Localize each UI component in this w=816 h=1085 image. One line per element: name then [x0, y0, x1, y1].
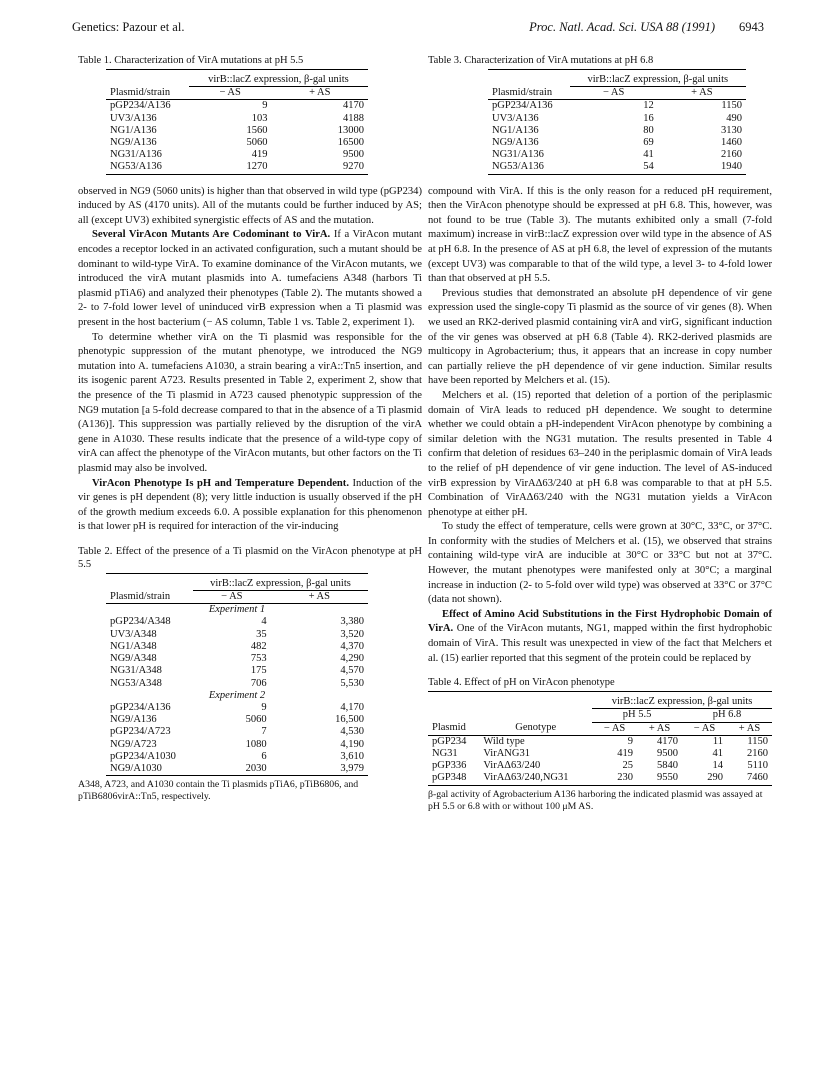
- table-row: pGP234/A136 9 4,170: [110, 701, 364, 713]
- table4-group-header: virB::lacZ expression, β-gal units: [611, 696, 753, 708]
- table-row: NG9/A136 5060 16500: [110, 137, 364, 149]
- body-paragraph: compound with VirA. If this is the only reason for a reduced pH requirement, then the VirAcon phenotype should be expressed at pH 6.8. This, however, was not found to be true (Table 3). The mutants exhibited only a small (7-fold maximum) increase in virB::lacZ expression over wild type in the absence of AS at pH 6.8. In the presence of AS at pH 6.8, the level of expression of the mutants (except UV3) was comparable to that of the wild type, a level 3- to 4-fold lower than that observed at pH 5.5.: [428, 185, 772, 285]
- table-row: pGP234/A723 7 4,530: [110, 726, 364, 738]
- right-column: [428, 54, 772, 813]
- section-heading: Several VirAcon Mutants Are Codominant to VirA.: [92, 229, 331, 241]
- table2-footnote: A348, A723, and A1030 contain the Ti plasmids pTiA6, pTiB6806, and pTiB6806virA::Tn5, respectively.: [78, 779, 359, 803]
- body-paragraph: observed in NG9 (5060 units) is higher than that observed in wild type (pGP234) induced by AS (4170 units). All of the mutants could be further induced by AS; all (except UV3) exhibited synergistic effects of AS and the mutation.: [78, 185, 422, 226]
- body-paragraph: To determine whether virA on the Ti plasmid was responsible for the phenotypic suppression of the mutant phenotype, we introduced the NG9 mutation into A. tumefaciens A1030, a strain bearing a virA::Tn5 insertion, and its isogenic parent A723. Results presented in Table 2, experiment 2, show that the presence of the Ti plasmid in A723 caused phenotypic suppression of the NG9 mutation [a 5-fold decrease compared to that in the absence of a Ti plasmid (A136)]. This suppression was partially relieved by the disruption of the virA gene in A1030. These results indicate that the presence of a wild-type copy of virA can affect the phenotype of the VirAcon mutants, but other factors on the Ti plasmid may also be involved.: [78, 331, 422, 474]
- body-paragraph: Induction of the vir genes is pH dependent (8); very little induction is usually observed if the pH of the growth medium exceeds 6.0. A possible explanation for this phenomenon is that lower pH is required for interaction of the vir-inducing: [78, 477, 422, 533]
- table1-col-plasmid: Plasmid/strain: [110, 86, 171, 98]
- table-row: UV3/A136 16 490: [492, 112, 742, 124]
- table2: [106, 573, 368, 776]
- table-row: NG31/A136 419 9500: [110, 149, 364, 161]
- table1-col-minus: − AS: [189, 87, 272, 100]
- table-row: pGP348 VirAΔ63/240,NG31 230 9550 290 7460: [428, 772, 772, 785]
- table-row: NG31 VirANG31 419 9500 41 2160: [432, 748, 768, 760]
- table4-col-minus: − AS: [682, 722, 727, 735]
- table-row: NG1/A348 482 4,370: [110, 640, 364, 652]
- body-paragraph: One of the VirAcon mutants, NG1, mapped within the first hydrophobic domain of VirA. This result was unexpected in view of the fact that Melchers et al. (15) earlier reported that this segment of the protein could be replaced by: [428, 623, 772, 664]
- table4-caption: Table 4. Effect of pH on VirAcon phenotype: [428, 677, 615, 689]
- table3-col-plus: + AS: [658, 87, 746, 100]
- table4: [428, 691, 772, 785]
- table-row: pGP234/A136 12 1150: [492, 100, 742, 112]
- running-head: Genetics: Pazour et al.: [72, 20, 185, 34]
- body-paragraph: To study the effect of temperature, cells were grown at 30°C, 33°C, or 37°C. In conformity with the studies of Melchers et al. (15), we observed that strains containing wild-type virA are inducible at 30°C or 33°C but not at 37°C. However, the mutant phenotypes were manifested only at 30°C; a marginal increase in induction (2- to 5-fold over wild type) was observed at 33°C or 37°C (data not shown).: [428, 521, 772, 606]
- table-row: NG9/A1030 2030 3,979: [106, 763, 368, 776]
- table2-col-plus: + AS: [271, 591, 368, 604]
- section-heading: Effect of Amino Acid Substitutions in the First Hydrophobic Domain of VirA.: [428, 608, 772, 635]
- table4-footnote: β-gal activity of Agrobacterium A136 harboring the indicated plasmid was assayed at pH 5.5 or 6.8 with or without 100 μM AS.: [428, 788, 763, 812]
- experiment1-label: Experiment 1: [208, 604, 266, 616]
- table-row: NG9/A723 1080 4,190: [110, 738, 364, 750]
- table2-caption: Table 2. Effect of the presence of a Ti plasmid on the VirAcon phenotype at pH 5.5: [78, 545, 422, 570]
- section-heading: VirAcon Phenotype Is pH and Temperature Dependent.: [92, 477, 349, 489]
- body-paragraph: If a VirAcon mutant encodes a receptor locked in an activated configuration, such a mutant should be dominant to wild-type VirA. To examine dominance of the VirAcon mutants, we introduced the virA mutant plasmids into A. tumefaciens A348 (harbors Ti plasmid pTiA6) and analyzed their phenotypes (Table 2). The mutants showed a 2- to 7-fold lower level of uninduced virB expression when a Ti plasmid was present in the host bacterium (− AS column, Table 1 vs. Table 2, experiment 1).: [78, 229, 422, 328]
- table-row: NG9/A136 69 1460: [492, 137, 742, 149]
- table-row: pGP234 Wild type 9 4170 11 1150: [432, 735, 768, 747]
- left-column: [78, 54, 422, 803]
- table-row: NG9/A348 753 4,290: [110, 653, 364, 665]
- table4-ph68: pH 6.8: [682, 709, 772, 722]
- table-row: NG53/A348 706 5,530: [110, 677, 364, 689]
- table3: [488, 69, 746, 175]
- table2-group-header: virB::lacZ expression, β-gal units: [210, 577, 351, 589]
- table-row: UV3/A348 35 3,520: [110, 628, 364, 640]
- journal-citation: [529, 20, 764, 35]
- table-row: NG31/A348 175 4,570: [110, 665, 364, 677]
- journal-name: Proc. Natl. Acad. Sci. USA 88 (1991): [529, 20, 715, 34]
- body-paragraph: Melchers et al. (15) reported that deletion of a portion of the periplasmic domain of VirA leads to reduced pH dependence. We sought to determine whether we could obtain a pH-independent VirAcon phenotype by combining a similar deletion with the NG31 mutation. The results presented in Table 4 confirm that deletion of residues 63–240 in the periplasmic domain of VirA leads to the relief of pH dependence of vir gene induction. The level of AS-induced virB expression by VirAΔ63/240 at pH 6.8 was comparable to that at pH 5.5. Combination of VirAΔ63/240 with the NG31 mutation yields a VirAcon phenotype at either pH.: [428, 389, 772, 518]
- table3-caption: Table 3. Characterization of VirA mutations at pH 6.8: [428, 55, 654, 66]
- table4-col-genotype: Genotype: [515, 722, 557, 734]
- table-row: NG31/A136 41 2160: [492, 149, 742, 161]
- table-row: UV3/A136 103 4188: [110, 112, 364, 124]
- table-row: pGP336 VirAΔ63/240 25 5840 14 5110: [432, 760, 768, 772]
- table4-ph55: pH 5.5: [592, 709, 682, 722]
- table-row: pGP234/A136 9 4170: [110, 100, 364, 112]
- table-row: NG53/A136 1270 9270: [106, 161, 368, 174]
- table4-col-plus: + AS: [637, 722, 682, 735]
- table-row: NG1/A136 1560 13000: [110, 124, 364, 136]
- table-row: NG9/A136 5060 16,500: [110, 714, 364, 726]
- body-paragraph: Previous studies that demonstrated an absolute pH dependence of vir gene expression used the single-copy Ti plasmid as the source of vir genes (8). When we used an RK2-derived plasmid containing virA and virG, significant induction of the vir genes was observed at pH 6.8 (Table 4). RK2-derived plasmids are multicopy in Agrobacterium; thus, it appears that an increase in copy number can partially relieve the pH dependence of vir gene induction. Similar results have been reported by Melchers et al. (15).: [428, 287, 772, 387]
- table3-col-plasmid: Plasmid/strain: [492, 86, 553, 98]
- page-number: 6943: [739, 20, 764, 34]
- table-row: NG53/A136 54 1940: [488, 161, 746, 174]
- table1-caption: Table 1. Characterization of VirA mutations at pH 5.5: [78, 55, 304, 66]
- table1-col-plus: + AS: [272, 87, 368, 100]
- table1: [106, 69, 368, 175]
- table-row: pGP234/A1030 6 3,610: [110, 750, 364, 762]
- table2-col-plasmid: Plasmid/strain: [110, 590, 171, 602]
- table4-col-plus: + AS: [727, 722, 772, 735]
- experiment2-label: Experiment 2: [208, 689, 266, 701]
- table3-group-header: virB::lacZ expression, β-gal units: [587, 74, 729, 85]
- table4-col-plasmid: Plasmid: [432, 722, 466, 734]
- table2-col-minus: − AS: [193, 591, 271, 604]
- table-row: NG1/A136 80 3130: [492, 124, 742, 136]
- table-row: pGP234/A348 4 3,380: [110, 616, 364, 628]
- table4-col-minus: − AS: [592, 722, 637, 735]
- table1-group-header: virB::lacZ expression, β-gal units: [208, 74, 349, 85]
- table3-col-minus: − AS: [570, 87, 658, 100]
